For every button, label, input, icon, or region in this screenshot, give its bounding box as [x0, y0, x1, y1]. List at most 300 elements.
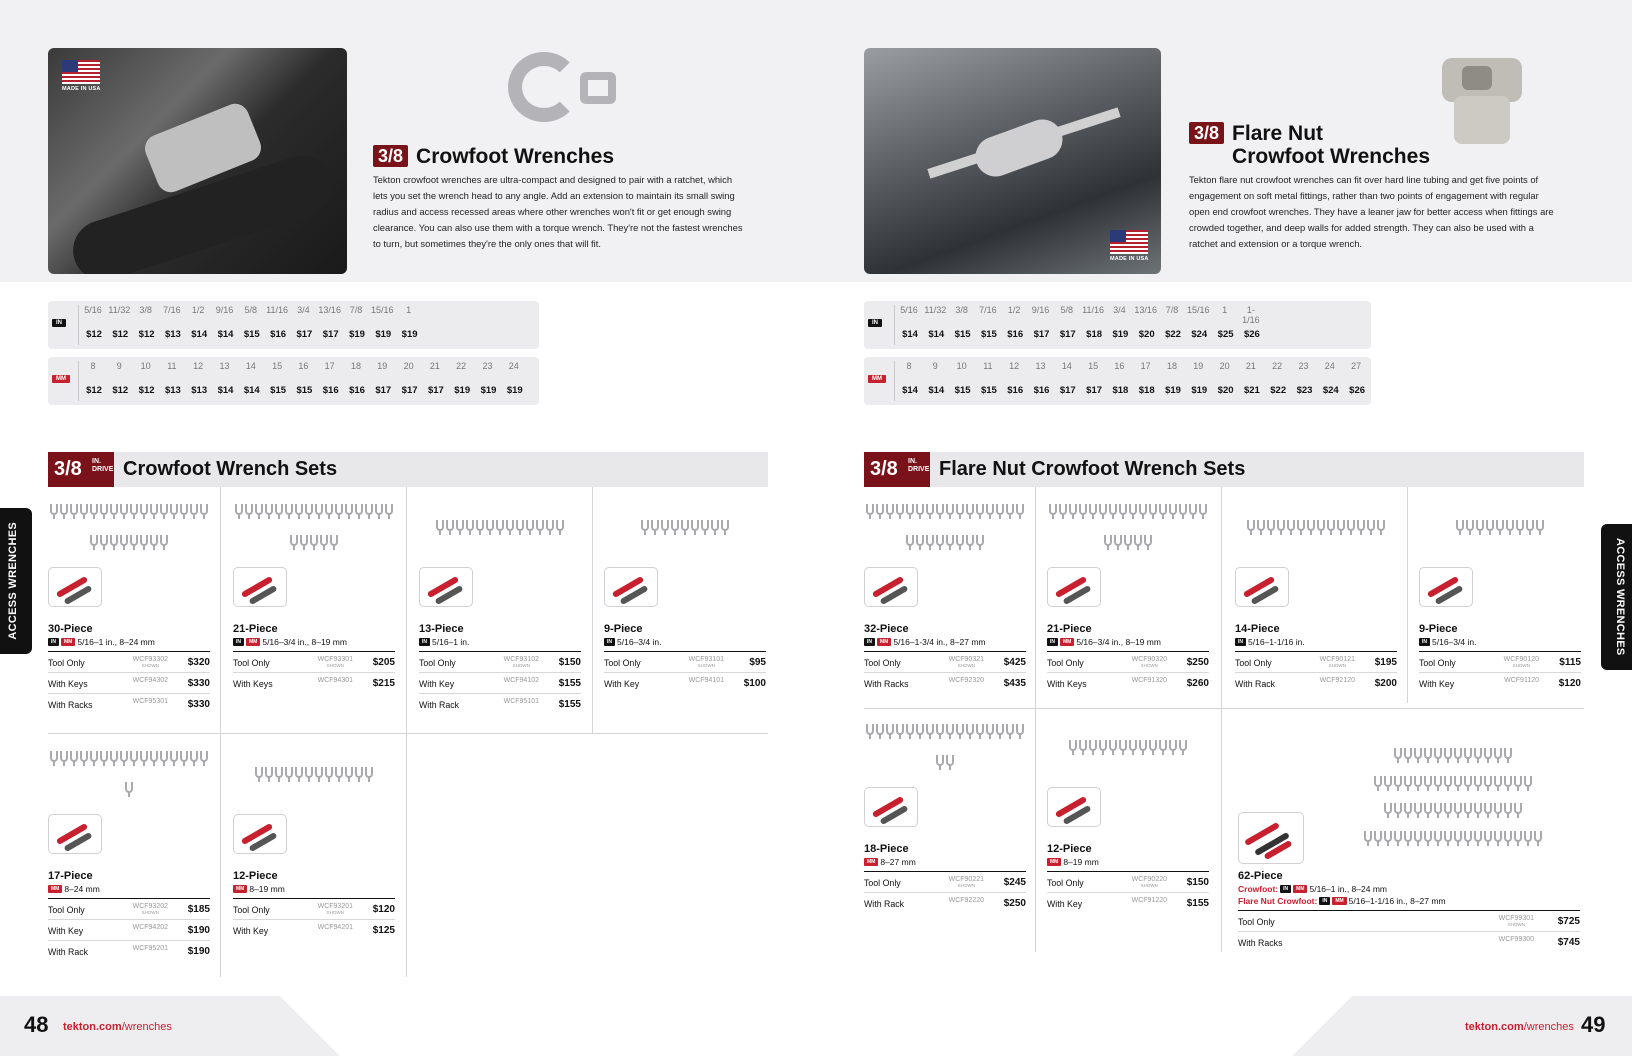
- price-value: $12: [112, 329, 129, 340]
- price-row: [48, 672, 210, 693]
- rack-thumbnail: [48, 814, 102, 854]
- shown-note: SHOWN: [141, 663, 159, 668]
- url-path: /wrenches: [1523, 1021, 1574, 1033]
- set-card-32-piece: [864, 495, 1026, 725]
- price-row: [604, 672, 766, 693]
- option-label: With Rack: [1235, 679, 1276, 689]
- wrench-icon: [110, 751, 118, 762]
- price-value: $19: [1112, 329, 1129, 340]
- wrench-icon: [1384, 831, 1392, 842]
- price: $100: [743, 678, 766, 689]
- wrench-icon: [1494, 748, 1502, 759]
- wrench-row: [1364, 831, 1542, 842]
- wrench-icon: [1534, 831, 1542, 842]
- sku: [504, 698, 539, 705]
- wrench-icon: [1069, 740, 1077, 751]
- sku: [318, 677, 353, 684]
- side-tab-right[interactable]: [1601, 524, 1632, 670]
- price-value: $17: [1086, 385, 1103, 396]
- wrench-icon: [876, 724, 884, 735]
- option-label: Tool Only: [233, 905, 270, 915]
- price-row: [864, 651, 1026, 672]
- wrench-icon: [1189, 504, 1197, 515]
- wrench-icon: [1474, 831, 1482, 842]
- range-text: 8–19 mm: [249, 884, 285, 894]
- price-row: [864, 892, 1026, 913]
- wrench-icon: [315, 504, 323, 515]
- wrench-icon: [916, 504, 924, 515]
- price-row: [864, 672, 1026, 693]
- wrench-icon: [691, 520, 699, 531]
- wrench-icon: [946, 755, 954, 766]
- range-text: 5/16–1-1/16 in.: [1248, 637, 1305, 647]
- wrench-icon: [130, 504, 138, 515]
- url-domain: tekton.com: [63, 1021, 122, 1033]
- side-tab-left[interactable]: [0, 508, 32, 654]
- wrench-icon: [1016, 724, 1024, 735]
- size-range: [1047, 857, 1099, 867]
- piece-count: 62-Piece: [1238, 870, 1283, 882]
- wrench-icon: [1536, 520, 1544, 531]
- wrench-icon: [866, 504, 874, 515]
- wrench-icon: [190, 751, 198, 762]
- size-label: 7/8: [1165, 305, 1179, 315]
- shown-note: SHOWN: [326, 663, 344, 668]
- wrench-icon: [1424, 803, 1432, 814]
- drive-size: 3/8: [870, 458, 898, 480]
- set-card-17-piece: [48, 742, 210, 972]
- wrench-icon: [956, 535, 964, 546]
- wrench-icon: [275, 504, 283, 515]
- wrench-icon: [966, 724, 974, 735]
- price: $330: [187, 678, 210, 689]
- sku: [1132, 656, 1167, 668]
- grid-line: [220, 487, 221, 977]
- crowfoot-sets-header: [48, 452, 768, 487]
- shown-note: SHOWN: [141, 910, 159, 915]
- footer-link-right[interactable]: [1465, 1021, 1574, 1033]
- option-label: With Keys: [48, 679, 88, 689]
- wrench-icon: [1444, 831, 1452, 842]
- price-value: $14: [191, 329, 208, 340]
- price-value: $14: [928, 329, 945, 340]
- option-label: Tool Only: [48, 905, 85, 915]
- price-rows: [233, 898, 395, 940]
- wrench-icon: [160, 535, 168, 546]
- rack-thumbnail: [419, 567, 473, 607]
- sku-code: WCF99300: [1498, 936, 1534, 943]
- wrench-set-image: [48, 495, 210, 555]
- page-number-left: 48: [24, 1012, 49, 1037]
- wrench-icon: [936, 755, 944, 766]
- size-label: 11/16: [1082, 305, 1105, 315]
- price-value: $18: [1112, 385, 1129, 396]
- wrench-icon: [651, 520, 659, 531]
- wrench-icon: [926, 504, 934, 515]
- price-value: $22: [1270, 385, 1287, 396]
- piece-count: 12-Piece: [233, 870, 278, 882]
- size-label: 17: [1140, 361, 1151, 371]
- wrench-icon: [1367, 520, 1375, 531]
- price-value: $15: [270, 385, 287, 396]
- sku-code: WCF95301: [132, 698, 168, 705]
- drive-block: [48, 452, 114, 487]
- price-value: $17: [296, 329, 313, 340]
- size-label: 16: [1114, 361, 1125, 371]
- wrench-icon: [1114, 535, 1122, 546]
- wrench-icon: [140, 535, 148, 546]
- wrench-set-image: [48, 742, 210, 802]
- price: $190: [187, 946, 210, 957]
- wrench-icon: [1006, 724, 1014, 735]
- price: $190: [187, 925, 210, 936]
- wrench-icon: [1134, 535, 1142, 546]
- wrench-icon: [1159, 504, 1167, 515]
- wrench-icon: [1144, 535, 1152, 546]
- wrench-icon: [150, 751, 158, 762]
- price-row: [233, 898, 395, 919]
- wrench-icon: [546, 520, 554, 531]
- range-text: 5/16–1 in., 8–24 mm: [1309, 884, 1387, 894]
- price-value: $18: [1138, 385, 1155, 396]
- wrench-row: [1384, 803, 1522, 814]
- set-card-30-piece: [48, 495, 210, 725]
- footer-link-left[interactable]: [63, 1021, 172, 1033]
- inch-badge: IN: [1047, 638, 1058, 646]
- mm-badge: MM: [246, 638, 260, 646]
- size-label: 17: [324, 361, 335, 371]
- shown-note: SHOWN: [697, 663, 715, 668]
- price-value: $22: [1165, 329, 1181, 340]
- size-label: 3/4: [297, 305, 310, 315]
- wrench-set-image: [419, 495, 581, 555]
- section-title: Crowfoot Wrench Sets: [123, 458, 338, 480]
- range-text: 5/16–1-1/16 in., 8–27 mm: [1348, 896, 1446, 906]
- size-label: 5/8: [244, 305, 258, 315]
- grid-line: [1221, 487, 1222, 952]
- wrench-icon: [1484, 748, 1492, 759]
- divider: [894, 361, 895, 401]
- wrench-icon: [1394, 776, 1402, 787]
- wrench-icon: [285, 767, 293, 778]
- set-card-62-piece: [1238, 740, 1580, 950]
- price-value: $12: [138, 385, 155, 396]
- wrench-set-image: [1419, 495, 1581, 555]
- wrench-icon: [130, 535, 138, 546]
- set-card-12-piece: [1047, 715, 1209, 945]
- shown-note: SHOWN: [957, 883, 975, 888]
- wrench-icon: [1494, 831, 1502, 842]
- size-label: 22: [456, 361, 467, 371]
- wrench-icon: [310, 535, 318, 546]
- wrench-icon: [1394, 748, 1402, 759]
- price-rows: [48, 898, 210, 961]
- size-label: 16: [298, 361, 309, 371]
- price: $205: [372, 657, 395, 668]
- range-text: 5/16–1-3/4 in., 8–27 mm: [893, 637, 986, 647]
- wrench-icon: [1059, 504, 1067, 515]
- left-inch-price-table: [48, 301, 539, 349]
- size-label: 22: [1272, 361, 1283, 371]
- sku: [133, 903, 168, 915]
- range-text: 5/16–3/4 in.: [1432, 637, 1477, 647]
- sku-code: WCF92120: [1319, 677, 1355, 684]
- set-card-13-piece: [419, 495, 581, 725]
- sku: [949, 897, 984, 904]
- drive-size: 3/8: [54, 458, 82, 480]
- size-label: 9/16: [1031, 305, 1050, 315]
- shown-note: SHOWN: [957, 663, 975, 668]
- wrench-icon: [516, 520, 524, 531]
- wrench-icon: [506, 520, 514, 531]
- mm-badge: MM: [52, 375, 70, 383]
- wrench-icon: [1139, 740, 1147, 751]
- option-label: Tool Only: [1419, 658, 1456, 668]
- price-value: $19: [454, 385, 471, 396]
- wrench-icon: [976, 724, 984, 735]
- price-value: $15: [980, 385, 997, 396]
- size-label: 15/16: [371, 305, 394, 315]
- mm-badge: MM: [1332, 897, 1346, 905]
- size-range: [419, 637, 469, 647]
- size-label: 8: [90, 361, 96, 371]
- price-value: $15: [243, 329, 260, 340]
- rack-thumbnail: [1419, 567, 1473, 607]
- wrench-icon: [1454, 776, 1462, 787]
- crowfoot-title: [373, 145, 614, 168]
- grid-line: [1407, 487, 1408, 703]
- price-rows: [1047, 871, 1209, 913]
- wrench-icon: [1476, 520, 1484, 531]
- price-value: $15: [980, 329, 997, 340]
- wrench-icon: [1139, 504, 1147, 515]
- wrench-icon: [120, 535, 128, 546]
- price-value: $16: [1007, 385, 1024, 396]
- inch-badge: IN: [419, 638, 430, 646]
- price: $155: [558, 678, 581, 689]
- size-label: 24: [1324, 361, 1335, 371]
- inch-badge: IN: [1319, 897, 1330, 905]
- price: $155: [558, 699, 581, 710]
- shown-note: SHOWN: [1140, 883, 1158, 888]
- size-label: 14: [1061, 361, 1072, 371]
- option-label: Tool Only: [48, 658, 85, 668]
- wrench-set-image: [864, 495, 1026, 555]
- rack-thumbnail: [604, 567, 658, 607]
- wrench-icon: [1069, 504, 1077, 515]
- wrench-icon: [190, 504, 198, 515]
- wrench-icon: [1394, 831, 1402, 842]
- size-label: 19: [1193, 361, 1204, 371]
- price-rows: [864, 651, 1026, 693]
- size-label: 1/2: [1007, 305, 1021, 315]
- price-value: $16: [1033, 385, 1050, 396]
- price: $120: [1558, 678, 1581, 689]
- wrench-icon: [1404, 803, 1412, 814]
- right-mm-price-table: [864, 357, 1371, 405]
- page-number-right: 49: [1581, 1012, 1606, 1037]
- wrench-icon: [1287, 520, 1295, 531]
- wrench-icon: [1504, 831, 1512, 842]
- wrench-icon: [946, 724, 954, 735]
- wrench-icon: [1484, 803, 1492, 814]
- wrench-icon: [1456, 520, 1464, 531]
- wrench-icon: [866, 724, 874, 735]
- wrench-icon: [936, 504, 944, 515]
- size-label: 12: [193, 361, 204, 371]
- wrench-icon: [315, 767, 323, 778]
- wrench-icon: [355, 767, 363, 778]
- wrench-icon: [265, 767, 273, 778]
- price-value: $20: [1138, 329, 1155, 340]
- wrench-icon: [486, 520, 494, 531]
- price-value: $17: [322, 329, 339, 340]
- mm-badge: MM: [1060, 638, 1074, 646]
- option-label: With Key: [48, 926, 84, 936]
- sku-code: WCF90320: [1131, 656, 1167, 663]
- sku: [689, 656, 724, 668]
- wrench-icon: [1514, 803, 1522, 814]
- wrench-icon: [1464, 748, 1472, 759]
- size-label: 5/16: [84, 305, 102, 315]
- size-label: 1/2: [191, 305, 205, 315]
- price: $435: [1003, 678, 1026, 689]
- wrench-icon: [325, 767, 333, 778]
- wrench-icon: [641, 520, 649, 531]
- divider: [78, 361, 79, 401]
- size-range: [1419, 637, 1476, 647]
- sku-code: WCF94102: [503, 677, 539, 684]
- price-value: $26: [1349, 385, 1366, 396]
- size-label: 5/8: [1060, 305, 1074, 315]
- size-range: [48, 637, 155, 647]
- wrench-icon: [1307, 520, 1315, 531]
- tab-label: ACCESS WRENCHES: [7, 522, 19, 640]
- flare-label: Flare Nut Crowfoot:: [1238, 896, 1318, 906]
- sku: [133, 924, 168, 931]
- wrench-icon: [906, 724, 914, 735]
- set-card-21-piece: [233, 495, 395, 725]
- wrench-icon: [365, 504, 373, 515]
- size-label: 10: [956, 361, 967, 371]
- option-label: With Keys: [233, 679, 273, 689]
- wrench-icon: [60, 751, 68, 762]
- wrench-icon: [295, 767, 303, 778]
- price-row: [1047, 871, 1209, 892]
- wrench-icon: [170, 751, 178, 762]
- sku: [504, 677, 539, 684]
- range-text: 5/16–1 in.: [432, 637, 470, 647]
- wrench-icon: [150, 504, 158, 515]
- sku-code: WCF92220: [948, 897, 984, 904]
- wrench-icon: [1149, 504, 1157, 515]
- sku: [133, 677, 168, 684]
- wrench-icon: [1514, 831, 1522, 842]
- wrench-icon: [1484, 831, 1492, 842]
- piece-count: 12-Piece: [1047, 843, 1092, 855]
- price-value: $19: [480, 385, 497, 396]
- wrench-icon: [1526, 520, 1534, 531]
- title-line-1: Flare Nut: [1232, 122, 1324, 145]
- wrench-icon: [290, 535, 298, 546]
- wrench-icon: [1104, 535, 1112, 546]
- wrench-icon: [1494, 776, 1502, 787]
- wrench-icon: [926, 724, 934, 735]
- price-value: $14: [243, 385, 260, 396]
- piece-count: 30-Piece: [48, 623, 93, 635]
- price-value: $15: [296, 385, 313, 396]
- wrench-icon: [200, 751, 208, 762]
- wrench-icon: [1414, 803, 1422, 814]
- price-value: $19: [1191, 385, 1208, 396]
- sku-code: WCF92320: [948, 677, 984, 684]
- price: $120: [372, 904, 395, 915]
- wrench-icon: [120, 751, 128, 762]
- price-value: $26: [1243, 329, 1260, 340]
- drive-unit: IN. DRIVE: [908, 458, 930, 473]
- flare-nut-description: Tekton flare nut crowfoot wrenches can fit over hard line tubing and get five points of engagement on soft metal fittings, rather than two points of engagement with regular open end crowfoot wrenches. They have a leaner jaw for better access when fittings are crowded together, and deep walls for added strength. They can also be used with a ratchet and extension or a torque wrench.: [1189, 174, 1554, 249]
- wrench-icon: [355, 504, 363, 515]
- size-label: 3/4: [1113, 305, 1126, 315]
- piece-count: 9-Piece: [604, 623, 643, 635]
- price-value: $17: [427, 385, 444, 396]
- shown-note: SHOWN: [1507, 922, 1525, 927]
- sku: [1320, 656, 1355, 668]
- size-label: 21: [429, 361, 440, 371]
- price: $250: [1186, 657, 1209, 668]
- price: $150: [1186, 877, 1209, 888]
- wrench-icon: [1516, 520, 1524, 531]
- wrench-icon: [556, 520, 564, 531]
- wrench-icon: [160, 751, 168, 762]
- wrench-icon: [100, 504, 108, 515]
- sku: [1132, 897, 1167, 904]
- wrench-icon: [335, 504, 343, 515]
- wrench-set-image: [1235, 495, 1397, 555]
- wrench-icon: [1384, 803, 1392, 814]
- size-label: 11/16: [266, 305, 289, 315]
- wrench-icon: [50, 504, 58, 515]
- price-value: $14: [217, 385, 234, 396]
- wrench-icon: [1109, 504, 1117, 515]
- wrench-icon: [1337, 520, 1345, 531]
- piece-count: 32-Piece: [864, 623, 909, 635]
- wrench-icon: [1357, 520, 1365, 531]
- sku-code: WCF91320: [1131, 677, 1167, 684]
- wrench-icon: [345, 767, 353, 778]
- wrench-icon: [996, 724, 1004, 735]
- price-rows: [1235, 651, 1397, 693]
- sku: [133, 945, 168, 952]
- mm-badge: MM: [48, 885, 62, 893]
- size-range: [233, 637, 347, 647]
- mm-badge: MM: [1293, 885, 1307, 893]
- divider: [78, 305, 79, 345]
- sku-code: WCF93302: [132, 656, 168, 663]
- price-rows: [48, 651, 210, 714]
- usa-flag-icon: [1110, 230, 1148, 254]
- wrench-icon: [1464, 803, 1472, 814]
- price-value: $13: [164, 385, 181, 396]
- divider: [894, 305, 895, 345]
- size-label: 7/8: [349, 305, 363, 315]
- wrench-icon: [1404, 831, 1412, 842]
- wrench-icon: [701, 520, 709, 531]
- rack-thumbnail: [1047, 567, 1101, 607]
- set-card-9-piece: [1419, 495, 1581, 725]
- wrench-icon: [130, 751, 138, 762]
- wrench-icon: [265, 504, 273, 515]
